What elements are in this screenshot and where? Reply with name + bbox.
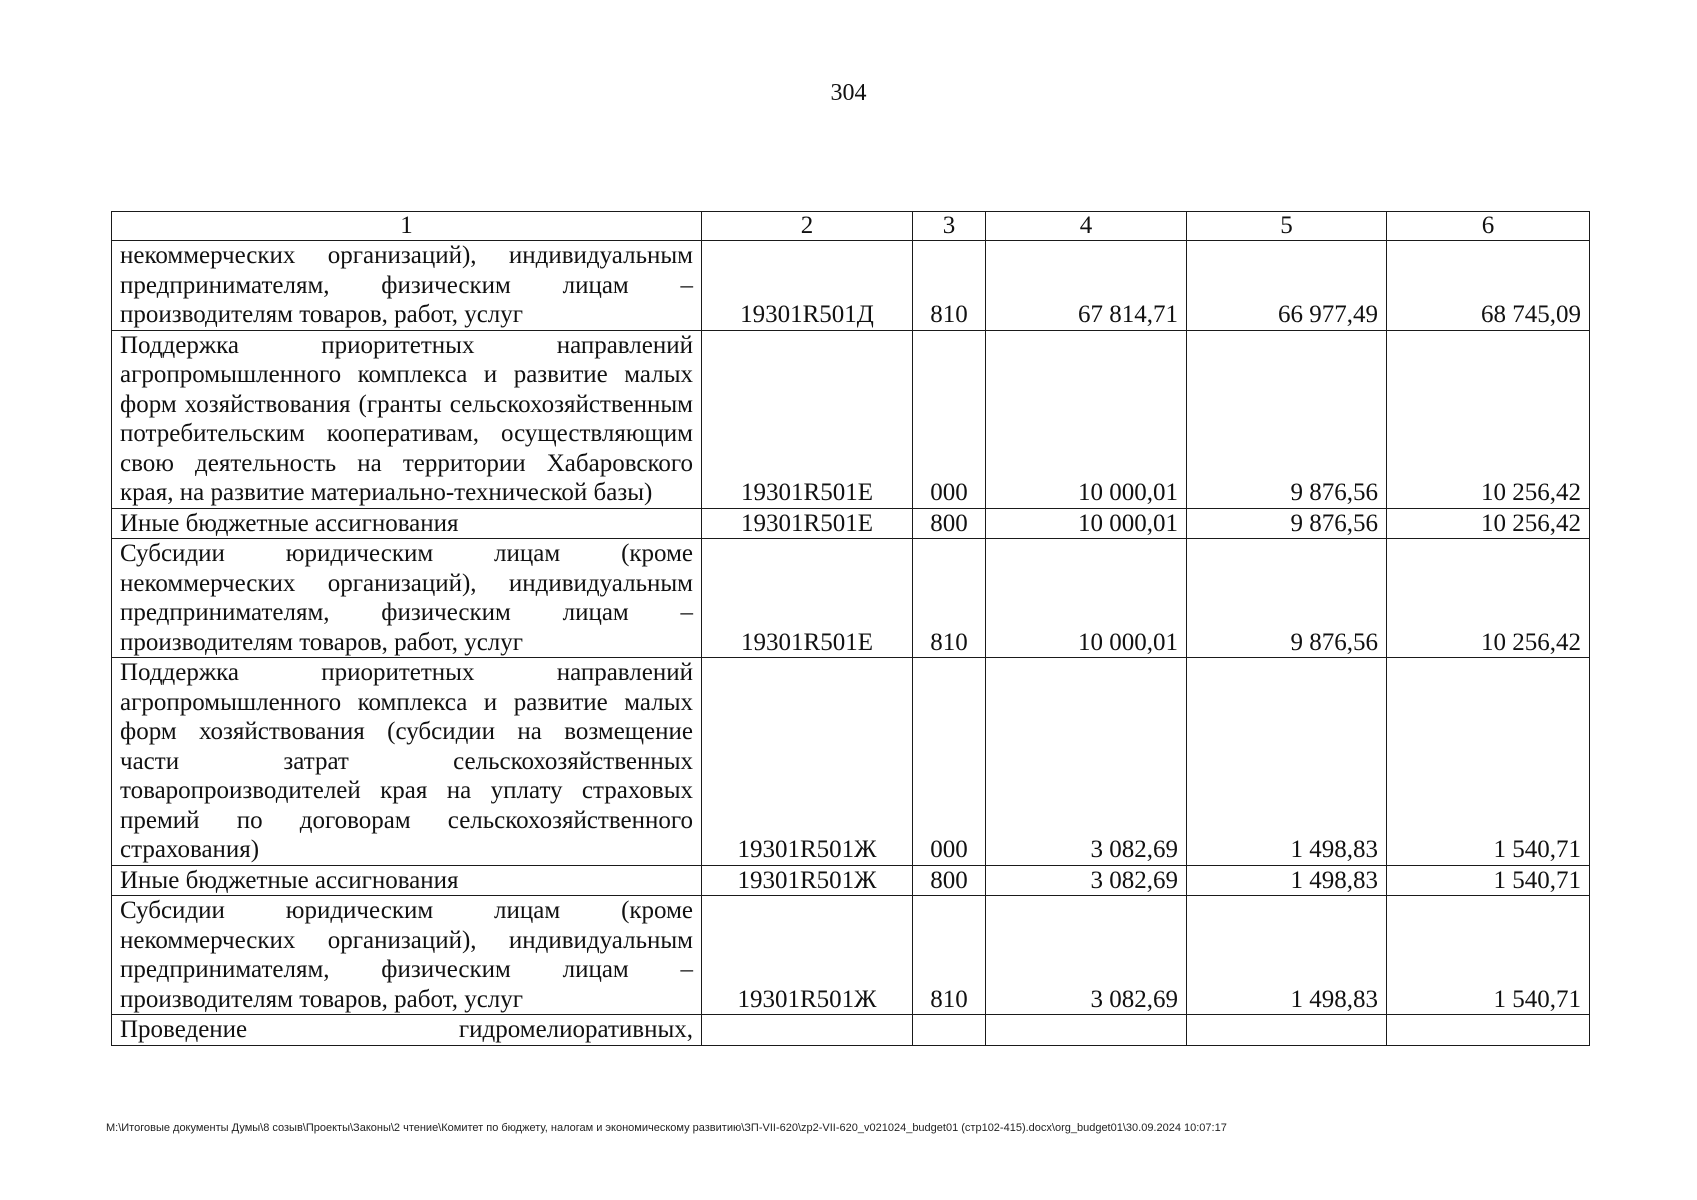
table-row <box>112 241 1590 331</box>
row-value-6: 1 540,71 <box>1387 658 1590 866</box>
row-expense-type: 000 <box>913 330 986 508</box>
row-value-6: 10 256,42 <box>1387 330 1590 508</box>
row-target-code: 19301R501Ж <box>702 865 913 896</box>
table-row <box>112 896 1590 1015</box>
table-row <box>112 539 1590 658</box>
row-value-6: 1 540,71 <box>1387 865 1590 896</box>
row-description: Поддержка приоритетных направлений агропромышленного комплекса и развитие малых форм хозяйствования (гранты сельскохозяйственным потребительским кооперативам, осуществляющим свою деятельность на территории Хабаровского края, на развитие материально-технической базы) <box>112 330 702 508</box>
row-description: Поддержка приоритетных направлений агропромышленного комплекса и развитие малых форм хозяйствования (субсидии на возмещение части затрат сельскохозяйственных товаропроизводителей края на уплату страховых премий по договорам сельскохозяйственного страхования) <box>112 658 702 866</box>
row-value-5: 9 876,56 <box>1187 539 1387 658</box>
row-description: Иные бюджетные ассигнования <box>112 508 702 539</box>
row-value-4: 3 082,69 <box>986 896 1187 1015</box>
row-value-6: 68 745,09 <box>1387 241 1590 331</box>
table-row <box>112 658 1590 866</box>
row-expense-type: 810 <box>913 896 986 1015</box>
row-value-4: 10 000,01 <box>986 508 1187 539</box>
row-description: Субсидии юридическим лицам (кроме некоммерческих организаций), индивидуальным предпринимателям, физическим лицам – производителям товаров, работ, услуг <box>112 539 702 658</box>
row-target-code: 19301R501Е <box>702 508 913 539</box>
row-value-5 <box>1187 1015 1387 1046</box>
row-value-5: 66 977,49 <box>1187 241 1387 331</box>
row-value-4: 10 000,01 <box>986 539 1187 658</box>
row-target-code: 19301R501Е <box>702 539 913 658</box>
row-value-6: 10 256,42 <box>1387 508 1590 539</box>
row-value-5: 9 876,56 <box>1187 330 1387 508</box>
row-target-code <box>702 1015 913 1046</box>
row-value-4: 3 082,69 <box>986 658 1187 866</box>
column-number-6: 6 <box>1387 212 1590 241</box>
row-expense-type: 000 <box>913 658 986 866</box>
row-expense-type: 810 <box>913 539 986 658</box>
row-target-code: 19301R501Ж <box>702 658 913 866</box>
row-value-4: 10 000,01 <box>986 330 1187 508</box>
row-value-5: 9 876,56 <box>1187 508 1387 539</box>
row-value-4: 67 814,71 <box>986 241 1187 331</box>
row-value-5: 1 498,83 <box>1187 658 1387 866</box>
row-value-6: 10 256,42 <box>1387 539 1590 658</box>
row-value-5: 1 498,83 <box>1187 896 1387 1015</box>
row-value-6: 1 540,71 <box>1387 896 1590 1015</box>
row-description: Проведение гидромелиоративных, <box>112 1015 702 1046</box>
column-number-3: 3 <box>913 212 986 241</box>
row-value-4: 3 082,69 <box>986 865 1187 896</box>
row-expense-type: 800 <box>913 508 986 539</box>
row-description: Иные бюджетные ассигнования <box>112 865 702 896</box>
column-number-1: 1 <box>112 212 702 241</box>
row-target-code: 19301R501Д <box>702 241 913 331</box>
table-row <box>112 330 1590 508</box>
row-value-4 <box>986 1015 1187 1046</box>
document-file-path: M:\Итоговые документы Думы\8 созыв\Проекты\Законы\2 чтение\Комитет по бюджету, налогам и экономическому развитию\ЗП-VII-620\zp2-VII-620_v021024_budget01 (стр102-415).docx\org_budget01\30.09.2024 10:07:17 <box>106 1122 1227 1134</box>
row-expense-type <box>913 1015 986 1046</box>
column-number-5: 5 <box>1187 212 1387 241</box>
row-target-code: 19301R501Е <box>702 330 913 508</box>
column-number-4: 4 <box>986 212 1187 241</box>
row-description: Субсидии юридическим лицам (кроме некоммерческих организаций), индивидуальным предпринимателям, физическим лицам – производителям товаров, работ, услуг <box>112 896 702 1015</box>
row-description: некоммерческих организаций), индивидуальным предпринимателям, физическим лицам – производителям товаров, работ, услуг <box>112 241 702 331</box>
row-expense-type: 810 <box>913 241 986 331</box>
row-value-6 <box>1387 1015 1590 1046</box>
column-number-2: 2 <box>702 212 913 241</box>
row-expense-type: 800 <box>913 865 986 896</box>
page-number: 304 <box>830 80 867 106</box>
table-row <box>112 1015 1590 1046</box>
table-row <box>112 865 1590 896</box>
row-value-5: 1 498,83 <box>1187 865 1387 896</box>
table-row <box>112 508 1590 539</box>
budget-table <box>111 211 1590 1046</box>
row-target-code: 19301R501Ж <box>702 896 913 1015</box>
table-header-row <box>112 212 1590 241</box>
